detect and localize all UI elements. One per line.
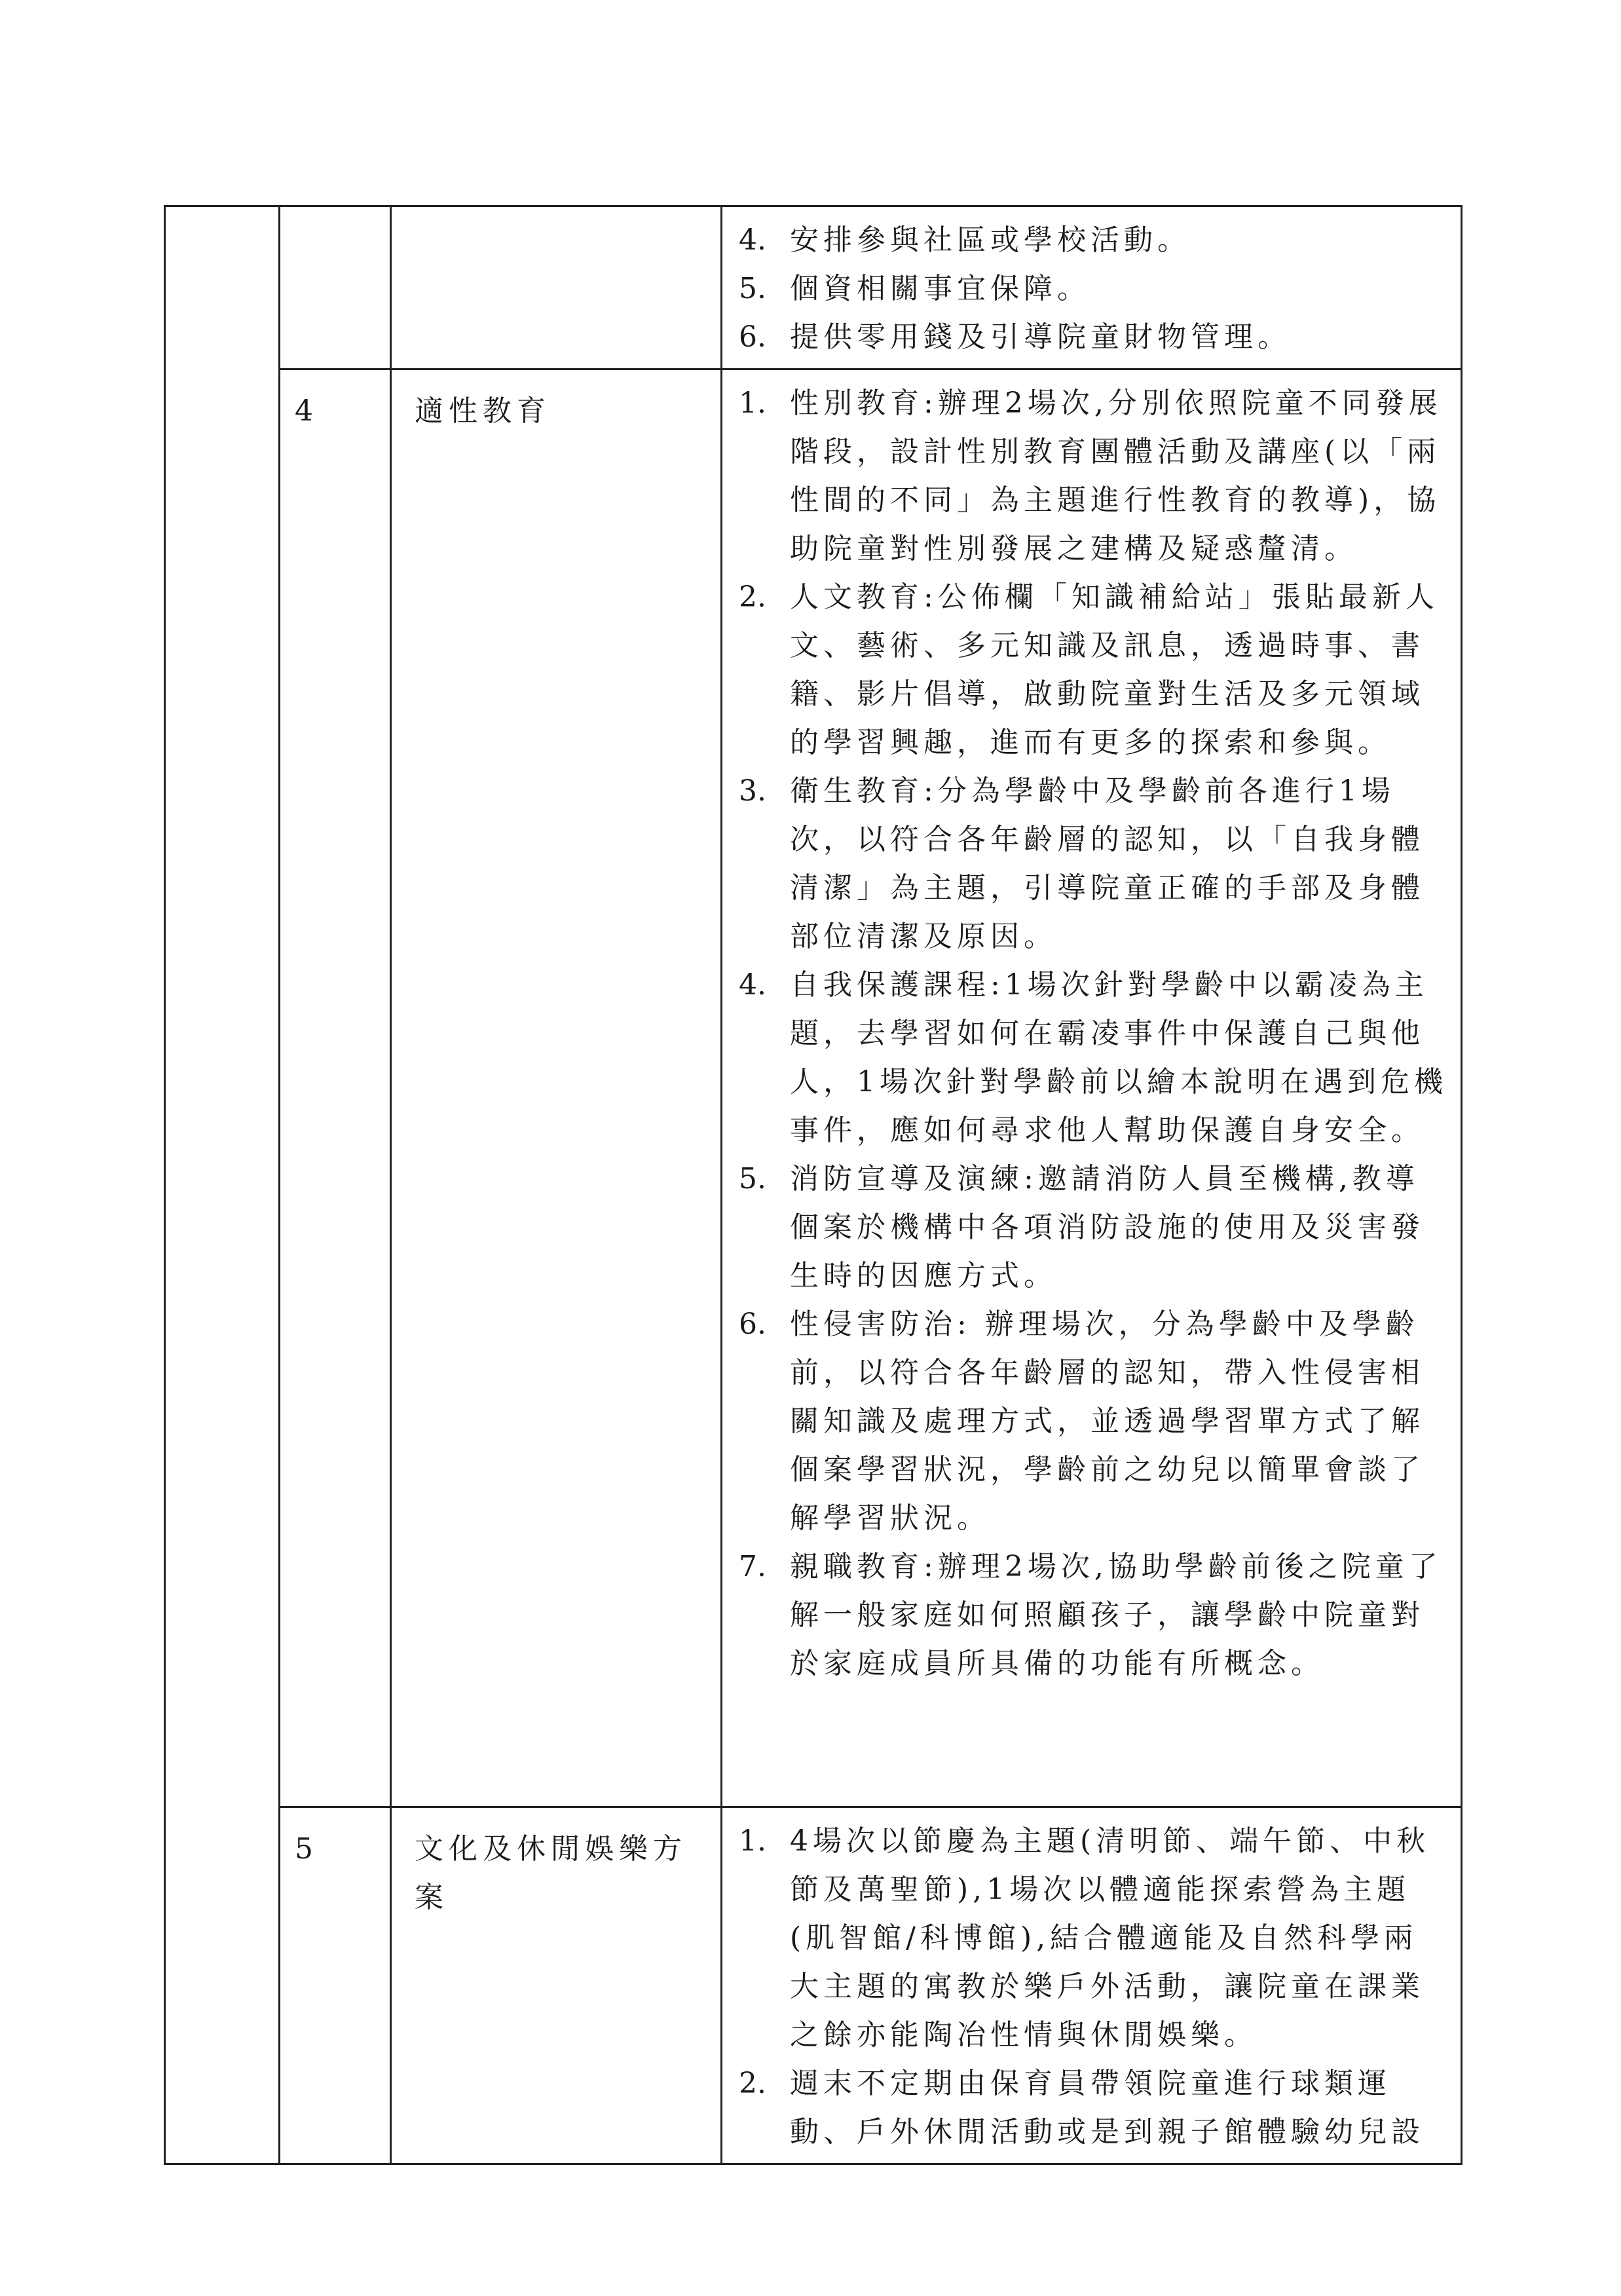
list-item-text: 週末不定期由保育員帶領院童進行球類運動、戶外休閒活動或是到親子館體驗幼兒設 [790,2067,1425,2149]
list-item [739,265,1449,313]
list-item-number: 2. [739,2067,766,2100]
service-table [164,205,1463,2165]
list-item [739,961,1449,1155]
list-item-number: 5. [739,1162,766,1195]
table-row [165,206,1462,369]
item-number-cell [280,206,391,369]
content-list [722,1808,1461,2163]
list-item-number: 2. [739,580,766,614]
list-item-number: 6. [739,320,766,354]
list-item [739,573,1449,767]
list-item [739,767,1449,961]
item-number [280,207,390,224]
category-cell [165,206,280,2164]
list-item-text: 衛生教育:分為學齡中及學齡前各進行1場次，以符合各年齡層的認知，以「自我身體清潔」為主題，引導院童正確的手部及身體部位清潔及原因。 [790,774,1425,953]
list-item [739,216,1449,265]
list-item-number: 5. [739,272,766,305]
item-number: 5 [295,1832,313,1866]
item-title [392,207,720,224]
table-row [165,1807,1462,2164]
list-item [739,379,1449,573]
item-title: 文化及休閒娛樂方案 [415,1832,687,1914]
list-item-number: 4. [739,968,766,1002]
item-number-cell [280,369,391,1807]
item-content-cell [722,206,1462,369]
list-item [739,2060,1449,2156]
content-list [722,370,1461,1695]
list-item-number: 7. [739,1550,766,1583]
item-number-cell [280,1807,391,2164]
list-item-text: 性別教育:辦理2場次,分別依照院童不同發展階段，設計性別教育團體活動及講座(以「兩性間的不同」為主題進行性教育的教導)，協助院童對性別發展之建構及疑惑釐清。 [790,386,1442,565]
list-item-text: 4場次以節慶為主題(清明節、端午節、中秋節及萬聖節),1場次以體適能探索營為主題(肌智館/科博館),結合體適能及自然科學兩大主題的寓教於樂戶外活動，讓院童在課業之餘亦能陶冶性情與休閒娛樂。 [790,1824,1430,2052]
item-title-cell [391,369,722,1807]
item-title-cell [391,1807,722,2164]
item-content-cell [722,1807,1462,2164]
list-item-text: 個資相關事宜保障。 [790,272,1090,305]
list-item-text: 消防宣導及演練:邀請消防人員至機構,教導個案於機構中各項消防設施的使用及災害發生時的因應方式。 [790,1162,1425,1292]
list-item-text: 安排參與社區或學校活動。 [790,223,1191,257]
list-item [739,1155,1449,1300]
list-item [739,1817,1449,2060]
item-content-cell [722,369,1462,1807]
list-item-number: 1. [739,386,766,420]
content-list [722,207,1461,368]
list-item-number: 4. [739,223,766,257]
table-row [165,369,1462,1807]
list-item-text: 人文教育:公佈欄「知識補給站」張貼最新人文、藝術、多元知識及訊息，透過時事、書籍、影片倡導，啟動院童對生活及多元領域的學習興趣，進而有更多的探索和參與。 [790,580,1439,759]
item-title: 適性教育 [415,394,551,428]
list-item [739,313,1449,362]
list-item-text: 親職教育:辦理2場次,協助學齡前後之院童了解一般家庭如何照顧孩子，讓學齡中院童對於家庭成員所具備的功能有所概念。 [790,1550,1442,1680]
list-item [739,1543,1449,1688]
list-item-number: 3. [739,774,766,808]
list-item-number: 6. [739,1308,766,1341]
list-item-number: 1. [739,1824,766,1858]
list-item-text: 自我保護課程:1場次針對學齡中以霸凌為主題，去學習如何在霸凌事件中保護自己與他人，1場次針對學齡前以繪本說明在遇到危機事件，應如何尋求他人幫助保護自身安全。 [790,968,1447,1147]
item-number: 4 [295,394,313,428]
list-item-text: 提供零用錢及引導院童財物管理。 [790,320,1291,354]
list-item-text: 性侵害防治: 辦理場次，分為學齡中及學齡前，以符合各年齡層的認知，帶入性侵害相關知識及處理方式，並透過學習單方式了解個案學習狀況，學齡前之幼兒以簡單會談了解學習狀況。 [790,1308,1425,1535]
list-item [739,1300,1449,1543]
item-title-cell [391,206,722,369]
